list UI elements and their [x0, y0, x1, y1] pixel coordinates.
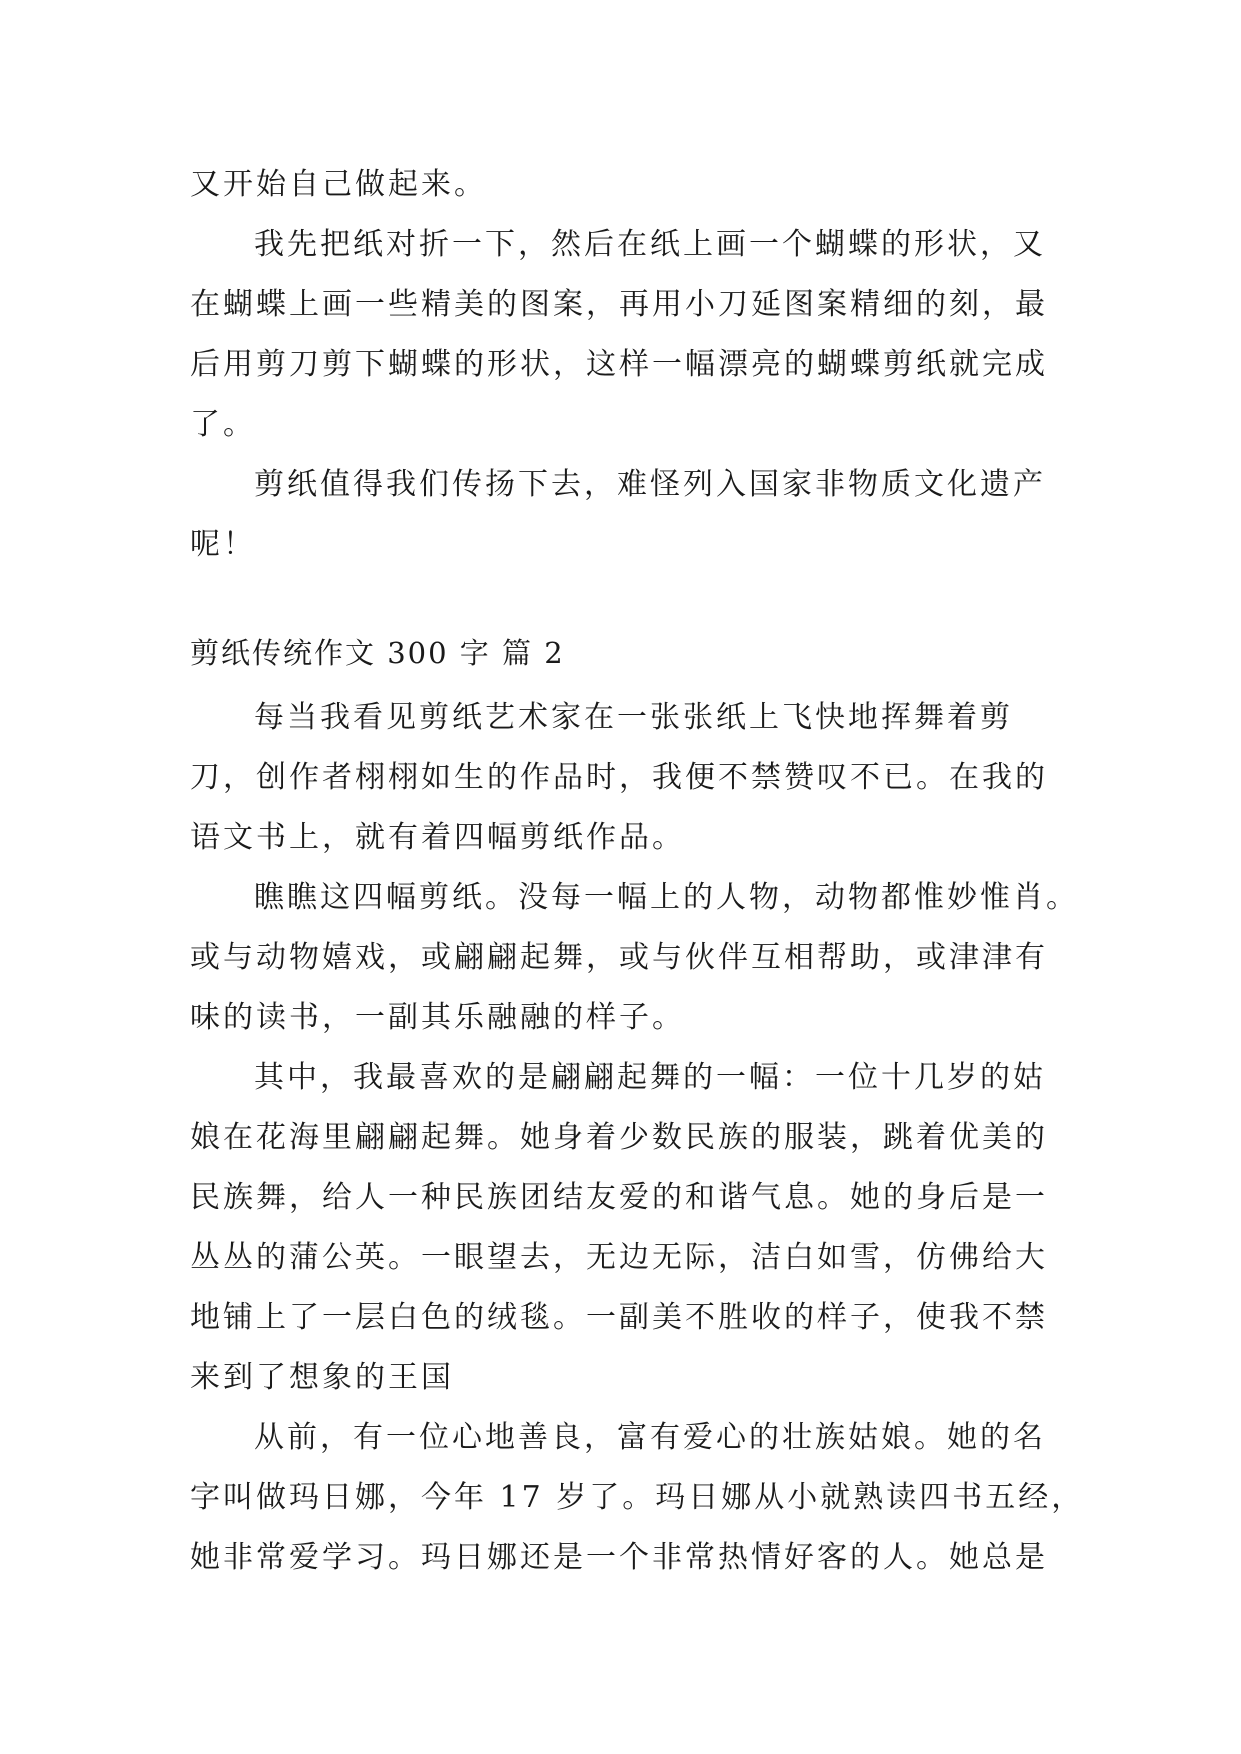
text-line: 了。: [190, 407, 256, 442]
text-line: 她非常爱学习。玛日娜还是一个非常热情好客的人。她总是: [190, 1540, 1048, 1575]
text-line: 地铺上了一层白色的绒毯。一副美不胜收的样子，使我不禁: [190, 1300, 1048, 1335]
text-line: 其中，我最喜欢的是翩翩起舞的一幅：一位十几岁的姑: [254, 1060, 1046, 1095]
text-line: 在蝴蝶上画一些精美的图案，再用小刀延图案精细的刻，最: [190, 287, 1048, 322]
paragraph-3: [190, 455, 1050, 575]
document-page: [190, 155, 1085, 1588]
text-line: 味的读书，一副其乐融融的样子。: [190, 1000, 685, 1035]
text-line: 娘在花海里翩翩起舞。她身着少数民族的服装，跳着优美的: [190, 1120, 1048, 1155]
paragraph-5: [190, 868, 1079, 1048]
paragraph-2: [190, 215, 1050, 455]
paragraph-1: [190, 155, 1050, 215]
text-line: 字叫做玛日娜，今年 17 岁了。玛日娜从小就熟读四书五经，: [190, 1480, 1085, 1515]
text-line: 或与动物嬉戏，或翩翩起舞，或与伙伴互相帮助，或津津有: [190, 940, 1048, 975]
text-line: 从前，有一位心地善良，富有爱心的壮族姑娘。她的名: [254, 1420, 1046, 1455]
text-line: 又开始自己做起来。: [190, 167, 487, 202]
section-title: 剪纸传统作文 300 字 篇 2: [190, 636, 565, 670]
text-line: 呢！: [190, 527, 256, 562]
text-line: 瞧瞧这四幅剪纸。没每一幅上的人物，动物都惟妙惟肖。: [254, 880, 1079, 915]
text-line: 后用剪刀剪下蝴蝶的形状，这样一幅漂亮的蝴蝶剪纸就完成: [190, 347, 1048, 382]
text-line: 我先把纸对折一下，然后在纸上画一个蝴蝶的形状，又: [254, 227, 1046, 262]
text-line: 每当我看见剪纸艺术家在一张张纸上飞快地挥舞着剪: [254, 700, 1013, 735]
section-gap: [190, 575, 1050, 623]
text-line: 语文书上，就有着四幅剪纸作品。: [190, 820, 685, 855]
paragraph-7: [190, 1408, 1085, 1588]
paragraph-6: [190, 1048, 1050, 1408]
text-line: 剪纸值得我们传扬下去，难怪列入国家非物质文化遗产: [254, 467, 1046, 502]
paragraph-4: [190, 688, 1050, 868]
text-line: 刀，创作者栩栩如生的作品时，我便不禁赞叹不已。在我的: [190, 760, 1048, 795]
text-line: 民族舞，给人一种民族团结友爱的和谐气息。她的身后是一: [190, 1180, 1048, 1215]
text-line: 丛丛的蒲公英。一眼望去，无边无际，洁白如雪，仿佛给大: [190, 1240, 1048, 1275]
text-line: 来到了想象的王国: [190, 1360, 454, 1395]
